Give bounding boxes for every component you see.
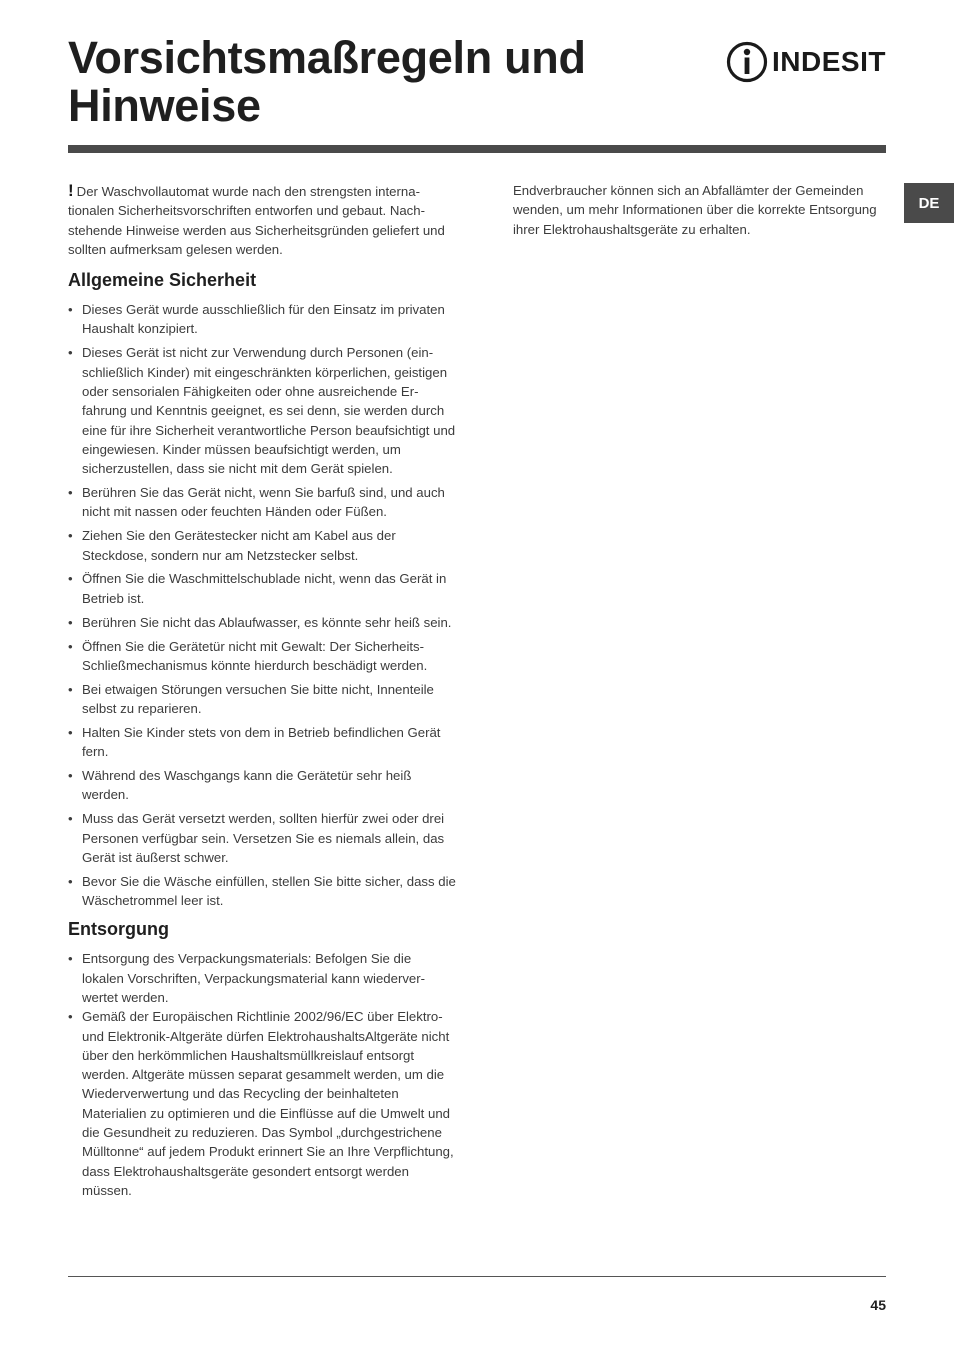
list-item: • Öffnen Sie die Gerätetür nicht mit Gewalt: Der SicherheitsSchließmechanismus könnte hierdurch beschädigt werden. xyxy=(68,637,456,676)
general-safety-heading: Allgemeine Sicherheit xyxy=(68,270,257,291)
list-item: • Dieses Gerät ist nicht zur Verwendung durch Personen (einschließlich Kinder) mit eingeschränkten körperlichen, geistigen oder sensorialen Fähigkeiten oder ohne ausreichende Erfahrung und Kenntnis geeignet, es sei denn, sie werden durch eine für ihre Sicherheit verantwortliche Person beaufsichtigt und eingewiesen. Kinder müssen beaufsichtigt werden, um sicherzustellen, dass sie nicht mit dem Gerät spielen. xyxy=(68,343,456,478)
list-item: • Bei etwaigen Störungen versuchen Sie bitte nicht, Innenteile selbst zu reparieren. xyxy=(68,680,456,719)
list-item: • Berühren Sie das Gerät nicht, wenn Sie barfuß sind, und auch nicht mit nassen oder feuchten Händen oder Füßen. xyxy=(68,483,456,522)
page-number: 45 xyxy=(870,1297,886,1313)
disposal-list xyxy=(68,949,456,1200)
intro-text: Der Waschvollautomat wurde nach den strengsten internationalen Sicherheitsvorschriften entworfen und gebaut. Nachstehende Hinweise werden aus Sicherheitsgründen geliefert und sollten aufmerksam gelesen werden. xyxy=(68,184,445,257)
list-item: • Entsorgung des Verpackungsmaterials: Befolgen Sie die lokalen Vorschriften, Verpackungsmaterial kann wiederverwertet werden. xyxy=(68,949,456,1007)
warning-marker-icon: ! xyxy=(68,181,74,200)
list-item: • Öffnen Sie die Waschmittelschublade nicht, wenn das Gerät in Betrieb ist. xyxy=(68,569,456,608)
list-item: • Ziehen Sie den Gerätestecker nicht am Kabel aus der Steckdose, sondern nur am Netzstecker selbst. xyxy=(68,526,456,565)
list-item: • Muss das Gerät versetzt werden, sollten hierfür zwei oder drei Personen verfügbar sein. Versetzen Sie es niemals allein, das Gerät ist äußerst schwer. xyxy=(68,809,456,867)
list-item: • Gemäß der Europäischen Richtlinie 2002/96/EC über Elektro- und Elektronik-Altgeräte dürfen ElektrohaushaltsAltgeräte nicht über den herkömmlichen Haushaltsmüllkreislauf entsorgt werden. Altgeräte müssen separat gesammelt werden, um die Wiederverwertung und das Recycling der beinhalteten Materialien zu optimieren und die Einflüsse auf die Umwelt und die Gesundheit zu reduzieren. Das Symbol „durchgestrichene Mülltonne“ auf jedem Produkt erinnert Sie an Ihre Verpflichtung, dass Elektrohaushaltsgeräte gesondert entsorgt werden müssen. xyxy=(68,1007,456,1200)
list-item: • Während des Waschgangs kann die Gerätetür sehr heiß werden. xyxy=(68,766,456,805)
disposal-info-paragraph: Endverbraucher können sich an Abfallämter der Gemeinden wenden, um mehr Informationen über die korrekte Entsorgung ihrer Elektrohaushaltsgeräte zu erhalten. xyxy=(513,183,877,237)
general-safety-list xyxy=(68,300,456,910)
list-item: • Berühren Sie nicht das Ablaufwasser, es könnte sehr heiß sein. xyxy=(68,613,456,632)
intro-paragraph xyxy=(68,181,456,259)
page-title xyxy=(68,34,586,130)
disposal-heading: Entsorgung xyxy=(68,919,169,940)
page-title-line-1: Vorsichtsmaßregeln und xyxy=(68,32,586,83)
list-item: • Bevor Sie die Wäsche einfüllen, stellen Sie bitte sicher, dass die Wäschetrommel leer ist. xyxy=(68,872,456,911)
header-divider xyxy=(68,145,886,153)
right-column xyxy=(513,181,888,239)
language-tab: DE xyxy=(904,183,954,223)
indesit-i-icon xyxy=(726,40,768,84)
brand-name: INDESIT xyxy=(772,46,886,77)
left-column xyxy=(68,181,456,1200)
list-item: • Dieses Gerät wurde ausschließlich für den Einsatz im privaten Haushalt konzipiert. xyxy=(68,300,456,339)
footer-divider xyxy=(68,1276,886,1277)
page-title-line-2: Hinweise xyxy=(68,80,261,131)
list-item: • Halten Sie Kinder stets von dem in Betrieb befindlichen Gerät fern. xyxy=(68,723,456,762)
brand-logo xyxy=(726,40,888,84)
